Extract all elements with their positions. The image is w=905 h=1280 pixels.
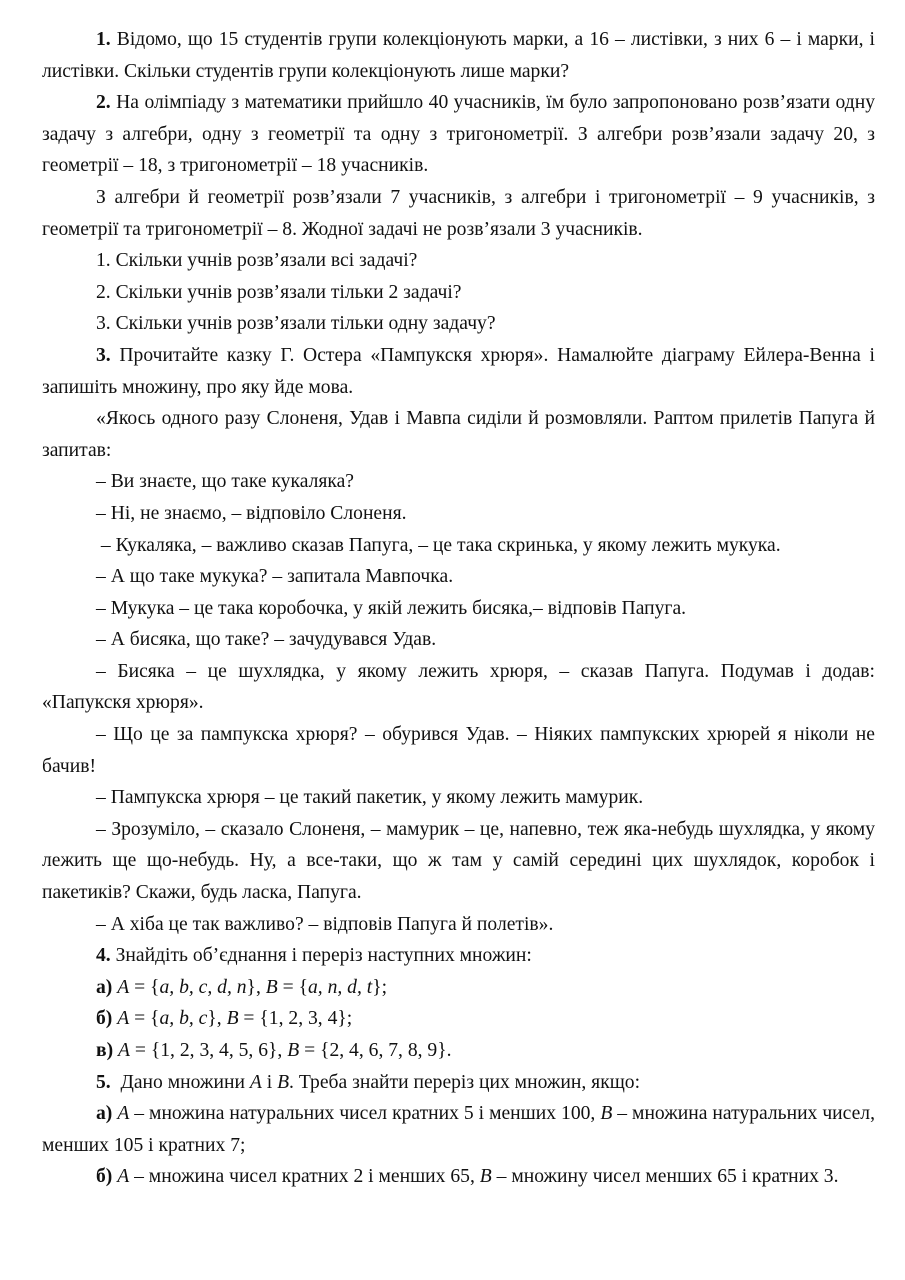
story-paragraph: «Якось одного разу Слоненя, Удав і Мавпа сиділи й розмовляли. Раптом прилетів Папуга й запитав: <box>42 408 875 461</box>
problem-5-item-a <box>42 1098 875 1161</box>
story-paragraph: – Мукука – це така коробочка, у якій лежить бисяка,– відповів Папуга. <box>96 597 687 619</box>
set-name: B <box>265 976 278 998</box>
problem-3-text: Прочитайте казку Г. Остера «Пампукскя хрюря». Намалюйте діаграму Ейлера-Венна і запишіть множину, про яку йде мова. <box>42 344 875 398</box>
closing: }. <box>437 1040 452 1061</box>
problem-5 <box>42 1067 875 1099</box>
problem-4 <box>42 940 875 972</box>
story-paragraph: – Бисяка – це шухлядка, у якому лежить хрюря, – сказав Папуга. Подумав і додав: «Папукскя хрюря». <box>42 660 875 714</box>
problem-1 <box>42 24 875 87</box>
item-label: в) <box>96 1040 114 1061</box>
problem-4-text: Знайдіть об’єднання і переріз наступних множин: <box>110 945 532 967</box>
problem-2-number: 2. <box>96 92 111 114</box>
equals-brace: = { <box>129 976 160 998</box>
problem-2-question: 2. Скільки учнів розв’язали тільки 2 задачі? <box>96 281 462 303</box>
equals-brace: = { <box>129 1008 160 1030</box>
problem-4-number: 4. <box>96 945 111 967</box>
separator: }, <box>268 1040 288 1061</box>
set-name: A <box>117 1166 130 1188</box>
item-label: а) <box>96 1103 113 1125</box>
closing: }; <box>337 1008 353 1030</box>
set-name: A <box>118 1040 130 1061</box>
story-paragraph: – Кукаляка, – важливо сказав Папуга, – це така скринька, у якому лежить мукука. <box>96 534 781 556</box>
story-paragraph: – А що таке мукука? – запитала Мавпочка. <box>96 566 454 588</box>
story-paragraph: – А бисяка, що таке? – зачудувався Удав. <box>96 629 437 651</box>
problem-1-text: Відомо, що 15 студентів групи колекціонують марки, а 16 – листівки, з них 6 – і марки, і листівки. Скільки студентів групи колекціонують лише марки? <box>42 29 875 82</box>
set-name: A <box>117 1103 130 1125</box>
set-name: B <box>287 1040 300 1061</box>
problem-2-question: 3. Скільки учнів розв’язали тільки одну задачу? <box>96 313 496 335</box>
problem-2-text: На олімпіаду з математики прийшло 40 учасників, їм було запропоновано розв’язати одну задачу з алгебри, одну з геометрії та одну з тригонометрії. З алгебри розв’язали задачу 20, з геометрії – 18, з тригонометрії – 18 учасників. <box>42 92 875 177</box>
problem-4-item-b <box>42 1003 875 1035</box>
problem-5-text: і <box>261 1071 278 1093</box>
set-elements: a, b, c, d, n <box>159 976 247 998</box>
problem-2-text-continued: З алгебри й геометрії розв’язали 7 учасників, з алгебри і тригонометрії – 9 учасників, з геометрії та тригонометрії – 8. Жодної задачі не розв’язали 3 учасників. <box>42 186 875 240</box>
problem-5-text: Дано множини <box>110 1071 250 1093</box>
problem-5-item-b <box>42 1161 875 1193</box>
item-text: – множина натуральних чисел, менших 105 і кратних 7; <box>42 1103 875 1156</box>
item-label: б) <box>96 1008 113 1030</box>
set-elements: 1, 2, 3, 4, 5, 6 <box>160 1040 269 1061</box>
separator: }, <box>246 976 266 998</box>
closing: }; <box>372 976 388 998</box>
set-elements: a, b, c <box>159 1008 208 1030</box>
story-paragraph: – А хіба це так важливо? – відповів Папуга й полетів». <box>96 913 554 935</box>
item-text: – множина натуральних чисел кратних 5 і менших 100, <box>129 1103 601 1125</box>
problem-1-number: 1. <box>96 29 111 50</box>
separator: }, <box>207 1008 227 1030</box>
equals-brace: = { <box>238 1008 269 1030</box>
equals-brace: = { <box>299 1040 330 1061</box>
equals-brace: = { <box>129 1040 161 1061</box>
set-name: A <box>117 976 130 998</box>
problem-3 <box>42 340 875 403</box>
set-name: B <box>600 1103 613 1125</box>
item-text: – множину чисел менших 65 і кратних 3. <box>491 1166 839 1188</box>
problem-4-item-c <box>42 1035 875 1067</box>
story-paragraph: – Ви знаєте, що таке кукаляка? <box>96 471 354 493</box>
item-text: – множина чисел кратних 2 і менших 65, <box>129 1166 480 1188</box>
set-name: B <box>226 1008 239 1030</box>
set-name: B <box>479 1166 492 1188</box>
item-label: а) <box>96 976 113 998</box>
problem-5-text: . Треба знайти переріз цих множин, якщо: <box>289 1071 641 1093</box>
set-elements: 2, 4, 6, 7, 8, 9 <box>329 1040 438 1061</box>
problem-2 <box>42 87 875 182</box>
story-paragraph: – Зрозуміло, – сказало Слоненя, – мамурик – це, напевно, теж яка-небудь шухлядка, у якому лежить ще що-небудь. Ну, а все-таки, що ж там у самій середині цих шухлядок, коробок і пакетиків? Скажи, будь ласка, Папуга. <box>42 818 875 904</box>
story-paragraph: – Ні, не знаємо, – відповіло Слоненя. <box>96 502 407 524</box>
story-paragraph: – Пампукска хрюря – це такий пакетик, у якому лежить мамурик. <box>96 787 644 809</box>
set-name: B <box>277 1071 290 1093</box>
set-elements: a, n, d, t <box>307 976 373 998</box>
story-paragraph: – Що це за пампукска хрюря? – обурився Удав. – Ніяких пампукских хрюрей я ніколи не бачив! <box>42 724 875 777</box>
item-label: б) <box>96 1166 113 1188</box>
equals-brace: = { <box>277 976 308 998</box>
set-name: A <box>117 1008 130 1030</box>
set-elements: 1, 2, 3, 4 <box>268 1008 338 1030</box>
set-name: A <box>249 1071 262 1093</box>
problem-3-number: 3. <box>96 344 111 366</box>
problem-4-item-a <box>42 972 875 1004</box>
problem-2-question: 1. Скільки учнів розв’язали всі задачі? <box>96 250 418 272</box>
problem-5-number: 5. <box>96 1071 111 1093</box>
